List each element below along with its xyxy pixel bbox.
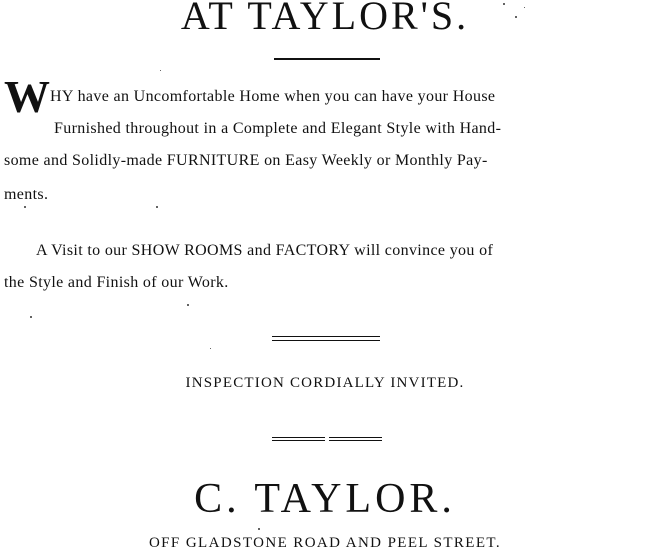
print-speck [258,528,260,530]
print-speck [24,206,26,208]
print-speck [30,316,32,318]
divider-right-segment [329,437,382,441]
print-speck [524,7,525,8]
paragraph-1-line-3: some and Solidly-made FURNITURE on Easy Weekly or Monthly Pay- [4,152,488,169]
headline: AT TAYLOR'S. [180,0,470,38]
print-speck [210,348,211,349]
print-speck [503,3,505,5]
proprietor-name: C. TAYLOR. [194,476,456,522]
print-speck [515,16,517,18]
paragraph-1-line-4: ments. [4,186,49,203]
section-divider-1 [272,336,380,341]
drop-cap: W [4,71,50,122]
paragraph-2-line-2: the Style and Finish of our Work. [4,274,229,291]
paragraph-1-line-1: HY have an Uncomfortable Home when you can have your House [50,88,496,105]
paragraph-1-line-2: Furnished throughout in a Complete and Elegant Style with Hand- [54,120,502,137]
address-line: OFF GLADSTONE ROAD AND PEEL STREET. [148,535,502,550]
headline-rule [274,58,380,60]
divider-left-segment [272,437,325,441]
print-speck [160,70,161,71]
invitation-line: INSPECTION CORDIALLY INVITED. [185,375,465,391]
print-speck [156,206,158,208]
print-speck [187,304,189,306]
paragraph-2-line-1: A Visit to our SHOW ROOMS and FACTORY will convince you of [36,242,494,259]
